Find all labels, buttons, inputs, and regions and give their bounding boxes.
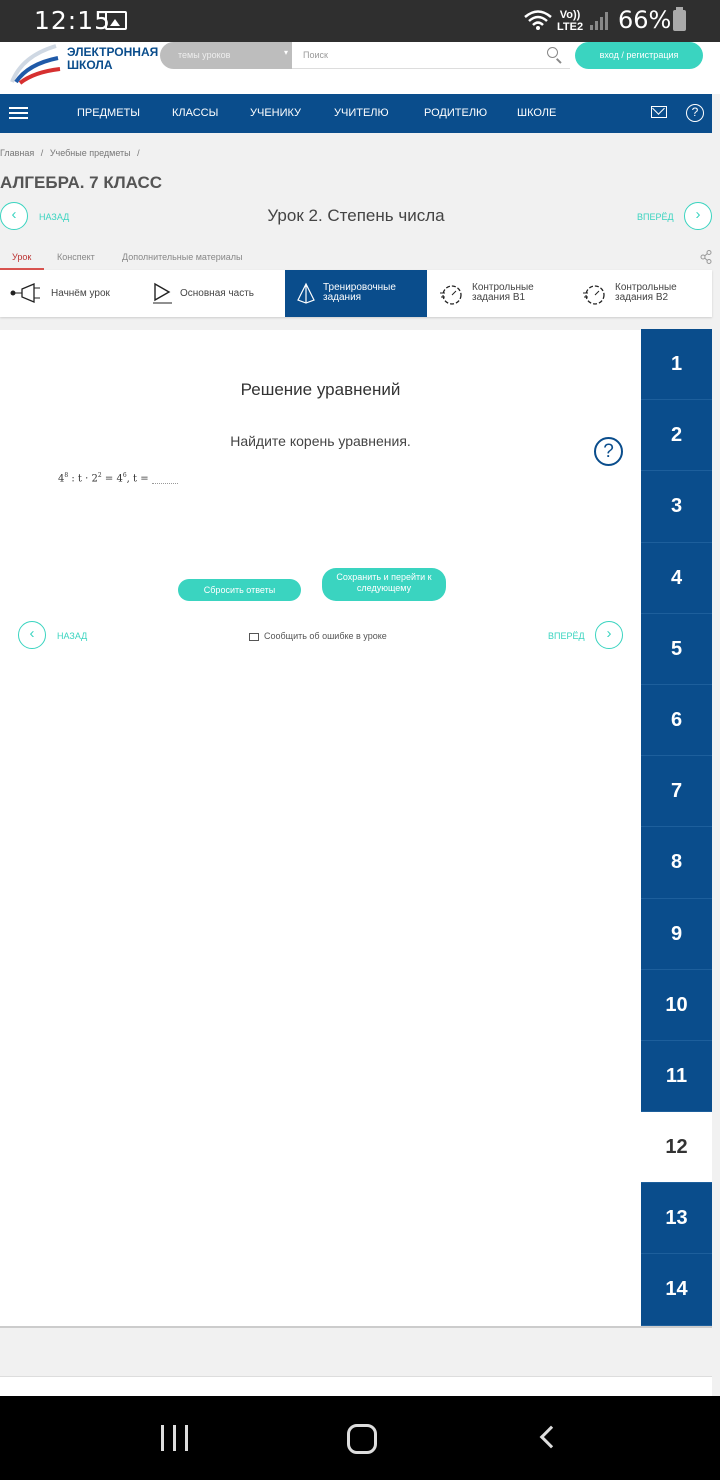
login-button[interactable]: вход / регистрация	[575, 42, 703, 69]
task-number[interactable]: 8	[641, 827, 712, 898]
nav-item-school[interactable]: ШКОЛЕ	[517, 107, 557, 119]
help-icon[interactable]: ?	[686, 104, 704, 122]
task-number[interactable]: 12	[641, 1112, 712, 1183]
task-back-label[interactable]: НАЗАД	[57, 631, 88, 641]
main-nav	[0, 94, 712, 133]
nav-item-parent[interactable]: РОДИТЕЛЮ	[424, 107, 488, 119]
lesson-steps	[0, 270, 712, 317]
wifi-icon	[523, 8, 553, 38]
share-icon[interactable]	[700, 250, 712, 264]
answer-input[interactable]	[152, 474, 178, 484]
task-number[interactable]: 14	[641, 1254, 712, 1325]
stopwatch-icon	[439, 282, 461, 304]
recent-apps-icon[interactable]	[161, 1425, 189, 1451]
report-error-link[interactable]: Сообщить об ошибке в уроке	[249, 631, 387, 641]
nav-item-teacher[interactable]: УЧИТЕЛЮ	[334, 107, 389, 119]
tab-summary[interactable]: Конспект	[57, 252, 95, 262]
lesson-title: Урок 2. Степень числа	[267, 206, 445, 225]
status-bar	[0, 0, 720, 42]
task-forward-button[interactable]: ›	[595, 621, 623, 649]
lesson-forward-label[interactable]: ВПЕРЁД	[637, 212, 674, 222]
reset-answers-button[interactable]: Сбросить ответы	[178, 579, 301, 601]
task-number[interactable]: 5	[641, 614, 712, 685]
task-number[interactable]: 4	[641, 543, 712, 614]
task-number[interactable]: 11	[641, 1041, 712, 1112]
nav-item-subjects[interactable]: ПРЕДМЕТЫ	[77, 107, 140, 119]
step-training-tasks[interactable]: Тренировочные задания	[285, 270, 427, 317]
logo-text: ЭЛЕКТРОННАЯ ШКОЛА	[67, 45, 159, 72]
task-number[interactable]: 3	[641, 471, 712, 542]
task-instruction: Найдите корень уравнения.	[230, 433, 411, 449]
mail-icon	[249, 633, 259, 641]
task-title: Решение уравнений	[240, 380, 401, 399]
lte-indicator: Vo)) LTE2	[557, 9, 584, 33]
search-input[interactable]: Поиск	[292, 42, 570, 69]
lesson-forward-button[interactable]: ›	[684, 202, 712, 230]
status-time: 12:15	[34, 6, 112, 35]
task-number[interactable]: 9	[641, 899, 712, 970]
search-icon[interactable]	[547, 47, 558, 58]
stopwatch-icon	[582, 282, 604, 304]
back-icon[interactable]	[540, 1426, 563, 1449]
task-number[interactable]: 13	[641, 1183, 712, 1254]
signal-icon	[590, 12, 610, 30]
breadcrumb: Главная / Учебные предметы /	[0, 148, 140, 158]
footer-band	[0, 1376, 712, 1396]
battery-level: 66%	[618, 6, 672, 34]
course-title: АЛГЕБРА. 7 КЛАСС	[0, 173, 163, 192]
tab-extra-materials[interactable]: Дополнительные материалы	[122, 252, 243, 262]
task-number[interactable]: 7	[641, 756, 712, 827]
lesson-tabs	[0, 248, 712, 270]
task-number[interactable]: 10	[641, 970, 712, 1041]
task-forward-label[interactable]: ВПЕРЁД	[548, 631, 585, 641]
task-number[interactable]: 1	[641, 329, 712, 400]
gallery-notification-icon	[105, 11, 127, 30]
task-number-list	[641, 329, 712, 1326]
task-number[interactable]: 2	[641, 400, 712, 471]
step-control-b2[interactable]: Контрольные задания В2	[570, 270, 712, 317]
breadcrumb-home[interactable]: Главная	[0, 148, 35, 158]
lesson-back-label[interactable]: НАЗАД	[39, 212, 70, 222]
battery-icon	[673, 10, 686, 31]
menu-icon[interactable]	[9, 107, 28, 120]
site-header	[0, 42, 720, 94]
pyramid-icon	[295, 282, 317, 304]
logo-icon[interactable]	[10, 42, 62, 86]
step-main-part[interactable]: Основная часть	[142, 270, 285, 317]
tab-lesson[interactable]: Урок	[12, 252, 32, 262]
topic-select[interactable]: темы уроков ▾	[160, 42, 292, 69]
task-number[interactable]: 6	[641, 685, 712, 756]
step-control-b1[interactable]: Контрольные задания В1	[427, 270, 570, 317]
equation: $4^8$ : $t \cdot 2^2 = 4^6$, t =	[58, 472, 178, 484]
task-help-button[interactable]: ?	[594, 437, 623, 466]
task-back-button[interactable]: ‹	[18, 621, 46, 649]
home-icon[interactable]	[347, 1424, 377, 1454]
play-icon	[152, 282, 174, 304]
nav-item-student[interactable]: УЧЕНИКУ	[250, 107, 302, 119]
save-next-button[interactable]: Сохранить и перейти к следующему	[322, 568, 446, 601]
card-shadow	[0, 1326, 712, 1328]
android-nav-bar	[0, 1396, 720, 1480]
breadcrumb-subjects[interactable]: Учебные предметы	[49, 148, 131, 158]
lesson-back-button[interactable]: ‹	[0, 202, 28, 230]
mail-icon[interactable]	[651, 106, 667, 118]
megaphone-icon	[10, 282, 32, 304]
step-start-lesson[interactable]: Начнём урок	[0, 270, 142, 317]
nav-item-classes[interactable]: КЛАССЫ	[172, 107, 219, 119]
